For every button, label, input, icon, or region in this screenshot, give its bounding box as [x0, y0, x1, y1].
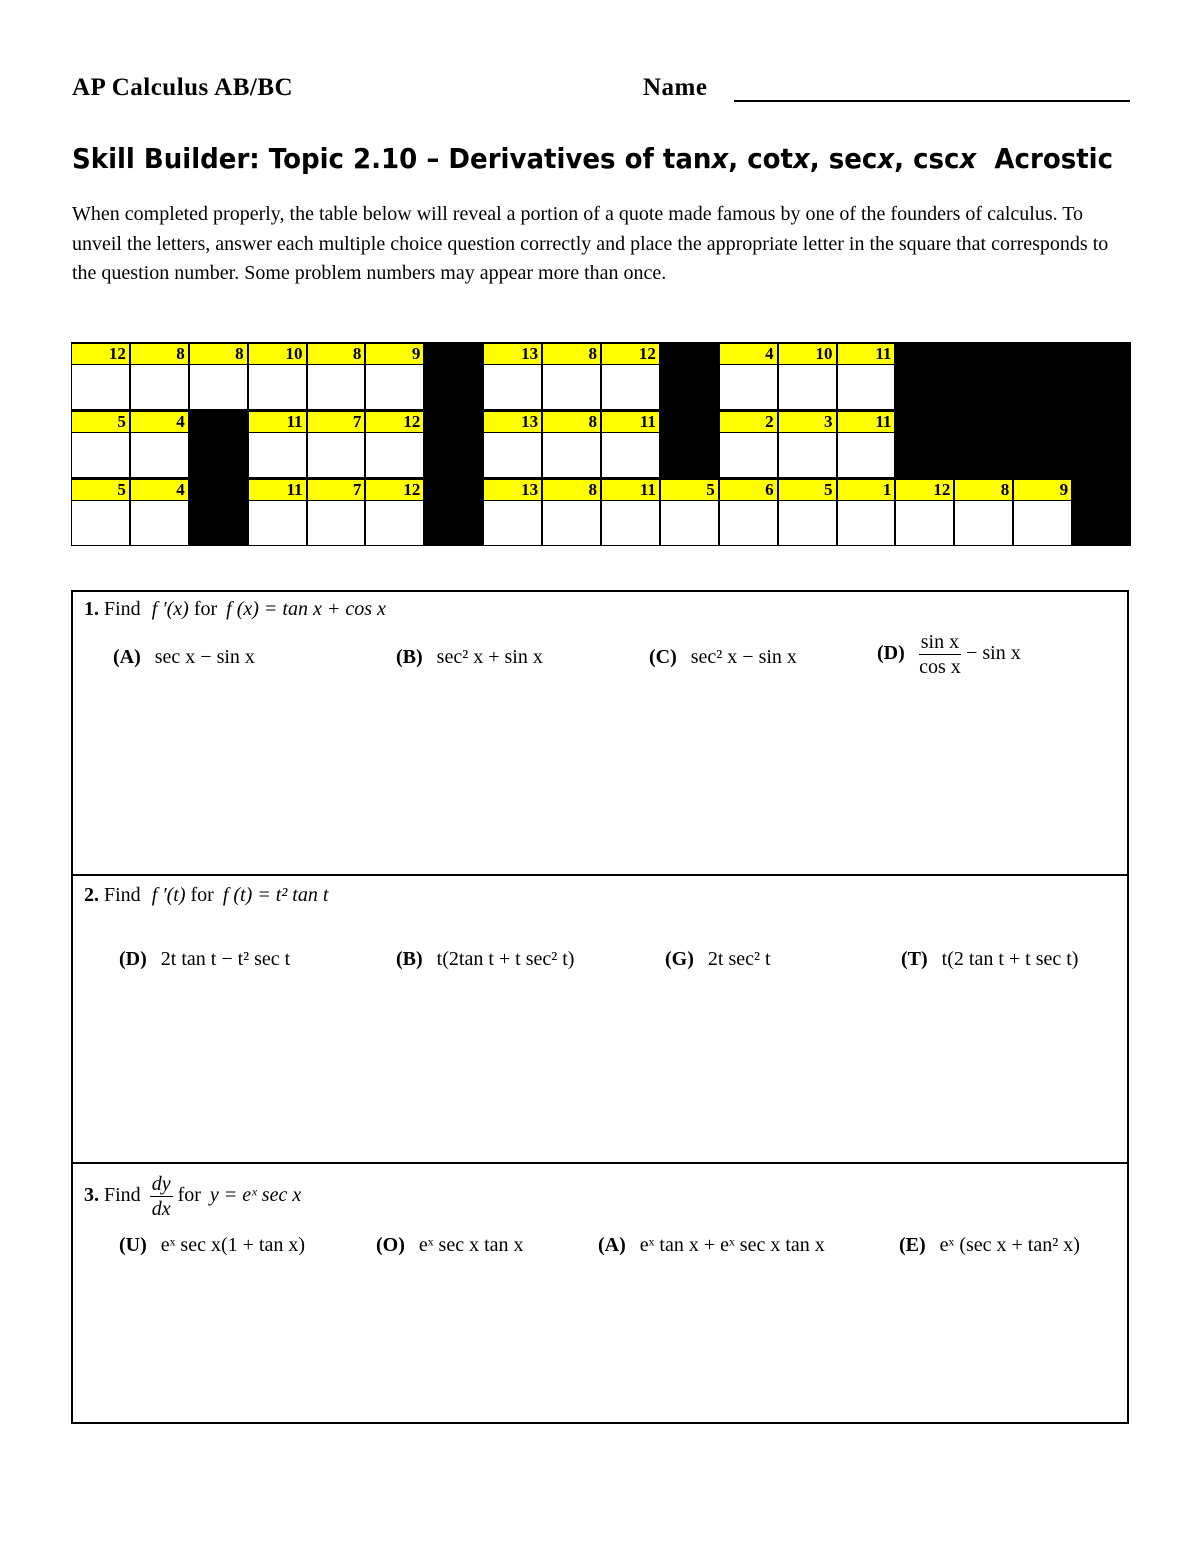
acrostic-cell[interactable] — [130, 478, 189, 546]
letter-input-box[interactable] — [131, 365, 188, 409]
choice-3u[interactable]: (U) eˣ sec x(1 + tan x) — [119, 1234, 305, 1256]
acrostic-cell[interactable] — [130, 342, 189, 410]
cell-question-number: 2 — [720, 412, 777, 432]
cell-question-number: 4 — [720, 344, 777, 364]
choice-3e[interactable]: (E) eˣ (sec x + tan² x) — [899, 1234, 1080, 1256]
choice-3a[interactable]: (A) eˣ tan x + eˣ sec x tan x — [598, 1234, 825, 1256]
letter-input-box[interactable] — [543, 433, 600, 477]
letter-input-box[interactable] — [484, 365, 541, 409]
cell-question-number: 11 — [249, 412, 306, 432]
cell-question-number: 11 — [838, 344, 895, 364]
letter-input-box[interactable] — [308, 365, 365, 409]
acrostic-cell[interactable] — [365, 410, 424, 478]
blank-cell — [189, 478, 248, 546]
letter-input-box[interactable] — [779, 501, 836, 545]
acrostic-cell[interactable] — [365, 342, 424, 410]
acrostic-cell[interactable] — [483, 342, 542, 410]
blank-cell — [1072, 342, 1131, 410]
letter-input-box[interactable] — [308, 433, 365, 477]
question-3-prompt: 3. Find $\frac{dy}{dx}$ for y = eˣ sec x — [84, 1173, 302, 1220]
acrostic-cell[interactable] — [248, 478, 307, 546]
cell-question-number: 13 — [484, 480, 541, 500]
acrostic-cell[interactable] — [542, 478, 601, 546]
acrostic-cell[interactable] — [248, 342, 307, 410]
letter-input-box[interactable] — [602, 365, 659, 409]
blank-cell — [1013, 410, 1072, 478]
acrostic-cell[interactable] — [719, 342, 778, 410]
letter-input-box[interactable] — [720, 365, 777, 409]
cell-question-number: 8 — [131, 344, 188, 364]
acrostic-cell[interactable] — [601, 410, 660, 478]
letter-input-box[interactable] — [366, 365, 423, 409]
cell-question-number: 1 — [838, 480, 895, 500]
choice-2d[interactable]: (D) 2t tan t − t² sec t — [119, 948, 291, 970]
acrostic-cell[interactable] — [130, 410, 189, 478]
cell-question-number: 10 — [779, 344, 836, 364]
cell-question-number: 8 — [543, 412, 600, 432]
blank-cell — [424, 410, 483, 478]
cell-question-number: 4 — [131, 412, 188, 432]
letter-input-box[interactable] — [779, 433, 836, 477]
acrostic-cell[interactable] — [365, 478, 424, 546]
choice-1c[interactable]: (C) sec² x − sin x — [649, 646, 797, 668]
acrostic-cell[interactable] — [542, 410, 601, 478]
letter-input-box[interactable] — [838, 365, 895, 409]
question-1 — [71, 590, 1129, 876]
acrostic-cell[interactable] — [307, 410, 366, 478]
question-3 — [71, 1162, 1129, 1424]
cell-question-number: 6 — [720, 480, 777, 500]
cell-question-number: 9 — [1014, 480, 1071, 500]
cell-question-number: 8 — [543, 480, 600, 500]
name-label: Name — [643, 74, 708, 101]
cell-question-number: 10 — [249, 344, 306, 364]
acrostic-grid — [71, 342, 1131, 546]
question-2 — [71, 874, 1129, 1164]
choice-1d[interactable]: (D) $\frac{\text{sin x}}{\text{cos x}}$ − sin x — [877, 631, 1021, 678]
letter-input-box[interactable] — [896, 501, 953, 545]
blank-cell — [1072, 410, 1131, 478]
letter-input-box[interactable] — [838, 433, 895, 477]
choice-2t[interactable]: (T) t(2 tan t + t sec t) — [901, 948, 1079, 970]
cell-question-number: 12 — [366, 412, 423, 432]
acrostic-cell[interactable] — [483, 478, 542, 546]
letter-input-box[interactable] — [72, 365, 129, 409]
cell-question-number: 13 — [484, 412, 541, 432]
letter-input-box[interactable] — [131, 433, 188, 477]
acrostic-cell[interactable] — [189, 342, 248, 410]
cell-question-number: 7 — [308, 480, 365, 500]
cell-question-number: 5 — [661, 480, 718, 500]
acrostic-cell[interactable] — [542, 342, 601, 410]
letter-input-box[interactable] — [249, 433, 306, 477]
acrostic-cell[interactable] — [778, 342, 837, 410]
cell-question-number: 13 — [484, 344, 541, 364]
letter-input-box[interactable] — [955, 501, 1012, 545]
cell-question-number: 9 — [366, 344, 423, 364]
cell-question-number: 12 — [72, 344, 129, 364]
letter-input-box[interactable] — [779, 365, 836, 409]
acrostic-cell[interactable] — [601, 342, 660, 410]
blank-cell — [895, 410, 954, 478]
acrostic-cell[interactable] — [954, 478, 1013, 546]
cell-question-number: 5 — [779, 480, 836, 500]
acrostic-cell[interactable] — [248, 410, 307, 478]
letter-input-box[interactable] — [838, 501, 895, 545]
acrostic-cell[interactable] — [719, 478, 778, 546]
letter-input-box[interactable] — [190, 365, 247, 409]
question-2-prompt: 2. Find f ′(t) for f (t) = t² tan t — [84, 884, 329, 906]
acrostic-cell[interactable] — [660, 478, 719, 546]
letter-input-box[interactable] — [249, 365, 306, 409]
letter-input-box[interactable] — [720, 501, 777, 545]
letter-input-box[interactable] — [249, 501, 306, 545]
acrostic-cell[interactable] — [307, 342, 366, 410]
acrostic-cell[interactable] — [837, 410, 896, 478]
letter-input-box[interactable] — [366, 433, 423, 477]
acrostic-cell[interactable] — [601, 478, 660, 546]
letter-input-box[interactable] — [131, 501, 188, 545]
question-1-prompt: 1. Find f ′(x) for f (x) = tan x + cos x — [84, 598, 386, 620]
acrostic-cell[interactable] — [307, 478, 366, 546]
acrostic-cell[interactable] — [837, 342, 896, 410]
cell-question-number: 8 — [190, 344, 247, 364]
acrostic-cell[interactable] — [719, 410, 778, 478]
blank-cell — [1013, 342, 1072, 410]
blank-cell — [895, 342, 954, 410]
blank-cell — [424, 342, 483, 410]
cell-question-number: 12 — [602, 344, 659, 364]
blank-cell — [424, 478, 483, 546]
cell-question-number: 8 — [308, 344, 365, 364]
name-field[interactable] — [734, 100, 1130, 102]
blank-cell — [660, 410, 719, 478]
letter-input-box[interactable] — [720, 433, 777, 477]
cell-question-number: 11 — [838, 412, 895, 432]
acrostic-cell[interactable] — [71, 342, 130, 410]
acrostic-cell[interactable] — [71, 410, 130, 478]
course-title: AP Calculus AB/BC — [72, 74, 294, 101]
choice-1a[interactable]: (A) sec x − sin x — [113, 646, 255, 668]
letter-input-box[interactable] — [602, 501, 659, 545]
choice-2b[interactable]: (B) t(2tan t + t sec² t) — [396, 948, 575, 970]
acrostic-cell[interactable] — [778, 478, 837, 546]
cell-question-number: 5 — [72, 412, 129, 432]
letter-input-box[interactable] — [484, 501, 541, 545]
blank-cell — [954, 410, 1013, 478]
acrostic-cell[interactable] — [895, 478, 954, 546]
blank-cell — [660, 342, 719, 410]
blank-cell — [954, 342, 1013, 410]
cell-question-number: 11 — [249, 480, 306, 500]
acrostic-cell[interactable] — [837, 478, 896, 546]
acrostic-cell[interactable] — [71, 478, 130, 546]
acrostic-cell[interactable] — [778, 410, 837, 478]
letter-input-box[interactable] — [366, 501, 423, 545]
instructions: When completed properly, the table below will reveal a portion of a quote made famous by one of the founders of calculus. To unveil the letters, answer each multiple choice question correctly and place the appropriate letter in the square that corresponds to the question number. Some problem numbers may appear more than once. — [72, 203, 1109, 284]
cell-question-number: 12 — [896, 480, 953, 500]
letter-input-box[interactable] — [72, 501, 129, 545]
choice-1b[interactable]: (B) sec² x + sin x — [396, 646, 543, 668]
blank-cell — [189, 410, 248, 478]
letter-input-box[interactable] — [308, 501, 365, 545]
cell-question-number: 12 — [366, 480, 423, 500]
choice-2g[interactable]: (G) 2t sec² t — [665, 948, 771, 970]
cell-question-number: 4 — [131, 480, 188, 500]
cell-question-number: 5 — [72, 480, 129, 500]
letter-input-box[interactable] — [1014, 501, 1071, 545]
letter-input-box[interactable] — [543, 501, 600, 545]
letter-input-box[interactable] — [72, 433, 129, 477]
letter-input-box[interactable] — [543, 365, 600, 409]
blank-cell — [1072, 478, 1131, 546]
cell-question-number: 3 — [779, 412, 836, 432]
letter-input-box[interactable] — [661, 501, 718, 545]
choice-3o[interactable]: (O) eˣ sec x tan x — [376, 1234, 524, 1256]
acrostic-cell[interactable] — [483, 410, 542, 478]
worksheet-title: Skill Builder: Topic 2.10 – Derivatives of tanx, cotx, secx, cscx Acrostic — [72, 142, 1114, 175]
letter-input-box[interactable] — [602, 433, 659, 477]
cell-question-number: 8 — [955, 480, 1012, 500]
cell-question-number: 7 — [308, 412, 365, 432]
acrostic-cell[interactable] — [1013, 478, 1072, 546]
cell-question-number: 11 — [602, 412, 659, 432]
cell-question-number: 11 — [602, 480, 659, 500]
cell-question-number: 8 — [543, 344, 600, 364]
letter-input-box[interactable] — [484, 433, 541, 477]
